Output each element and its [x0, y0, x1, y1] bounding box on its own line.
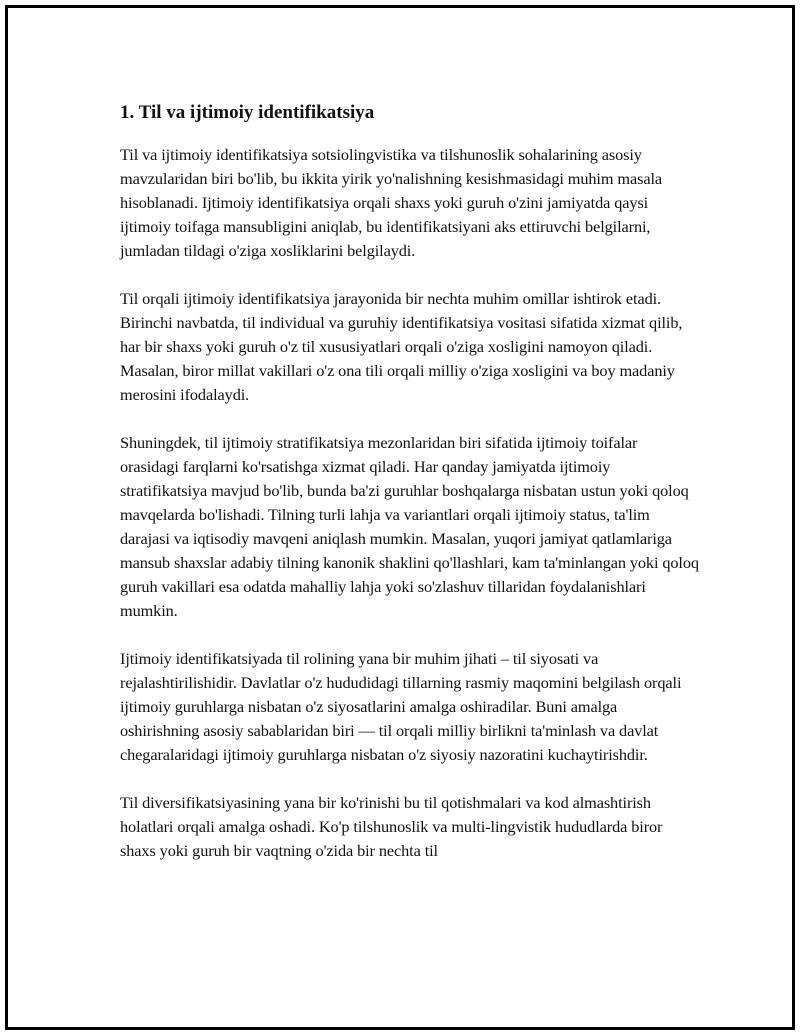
- paragraph: Shuningdek, til ijtimoiy stratifikatsiya mezonlaridan biri sifatida ijtimoiy toifalar orasidagi farqlarni ko'rsatishga xizmat qiladi. Har qanday jamiyatda ijtimoiy stratifikatsiya mavjud bo'lib, bunda ba'zi guruhlar boshqalarga nisbatan ustun yoki qoloq mavqelarda bo'lishadi. Tilning turli lahja va variantlari orqali ijtimoiy status, ta'lim darajasi va iqtisodiy mavqeni aniqlash mumkin. Masalan, yuqori jamiyat qatlamlariga mansub shaxslar adabiy tilning kanonik shaklini qo'llashlari, kam ta'minlangan yoki qoloq guruh vakillari esa odatda mahalliy lahja yoki so'zlashuv tillaridan foydalanishlari mumkin.: [120, 433, 699, 620]
- paragraph: Ijtimoiy identifikatsiyada til rolining yana bir muhim jihati – til siyosati va rejalashtirilishidir. Davlatlar o'z hududidagi tillarning rasmiy maqomini belgilash orqali ijtimoiy guruhlarga nisbatan o'z siyosatlarini amalga oshiradilar. Buni amalga oshirishning asosiy sabablaridan biri — til orqali milliy birlikni ta'minlash va davlat chegaralaridagi ijtimoiy guruhlarga nisbatan o'z siyosiy nazoratini kuchaytirishdir.: [120, 649, 682, 764]
- paragraph: Til orqali ijtimoiy identifikatsiya jarayonida bir nechta muhim omillar ishtirok etadi. Birinchi navbatda, til individual va guruhiy identifikatsiya vositasi sifatida xizmat qilib, har bir shaxs yoki guruh o'z til xususiyatlari orqali o'ziga xosligini namoyon qiladi. Masalan, biror millat vakillari o'z ona tili orqali milliy o'ziga xosligini va boy madaniy merosini ifodalaydi.: [120, 289, 683, 404]
- document-body: [120, 100, 700, 887]
- paragraph: Til va ijtimoiy identifikatsiya sotsiolingvistika va tilshunoslik sohalarining asosiy mavzularidan biri bo'lib, bu ikkita yirik yo'nalishning kesishmasidagi muhim masala hisoblanadi. Ijtimoiy identifikatsiya orqali shaxs yoki guruh o'zini jamiyatda qaysi ijtimoiy toifaga mansubligini aniqlab, bu identifikatsiyani aks ettiruvchi belgilarni, jumladan tildagi o'ziga xosliklarini belgilaydi.: [120, 145, 662, 260]
- section-heading: 1. Til va ijtimoiy identifikatsiya: [120, 102, 375, 123]
- paragraph: Til diversifikatsiyasining yana bir ko'rinishi bu til qotishmalari va kod almashtirish holatlari orqali amalga oshadi. Ko'p tilshunoslik va multi-lingvistik hududlarda biror shaxs yoki guruh bir vaqtning o'zida bir nechta til: [120, 793, 663, 860]
- page-frame: [5, 5, 795, 1030]
